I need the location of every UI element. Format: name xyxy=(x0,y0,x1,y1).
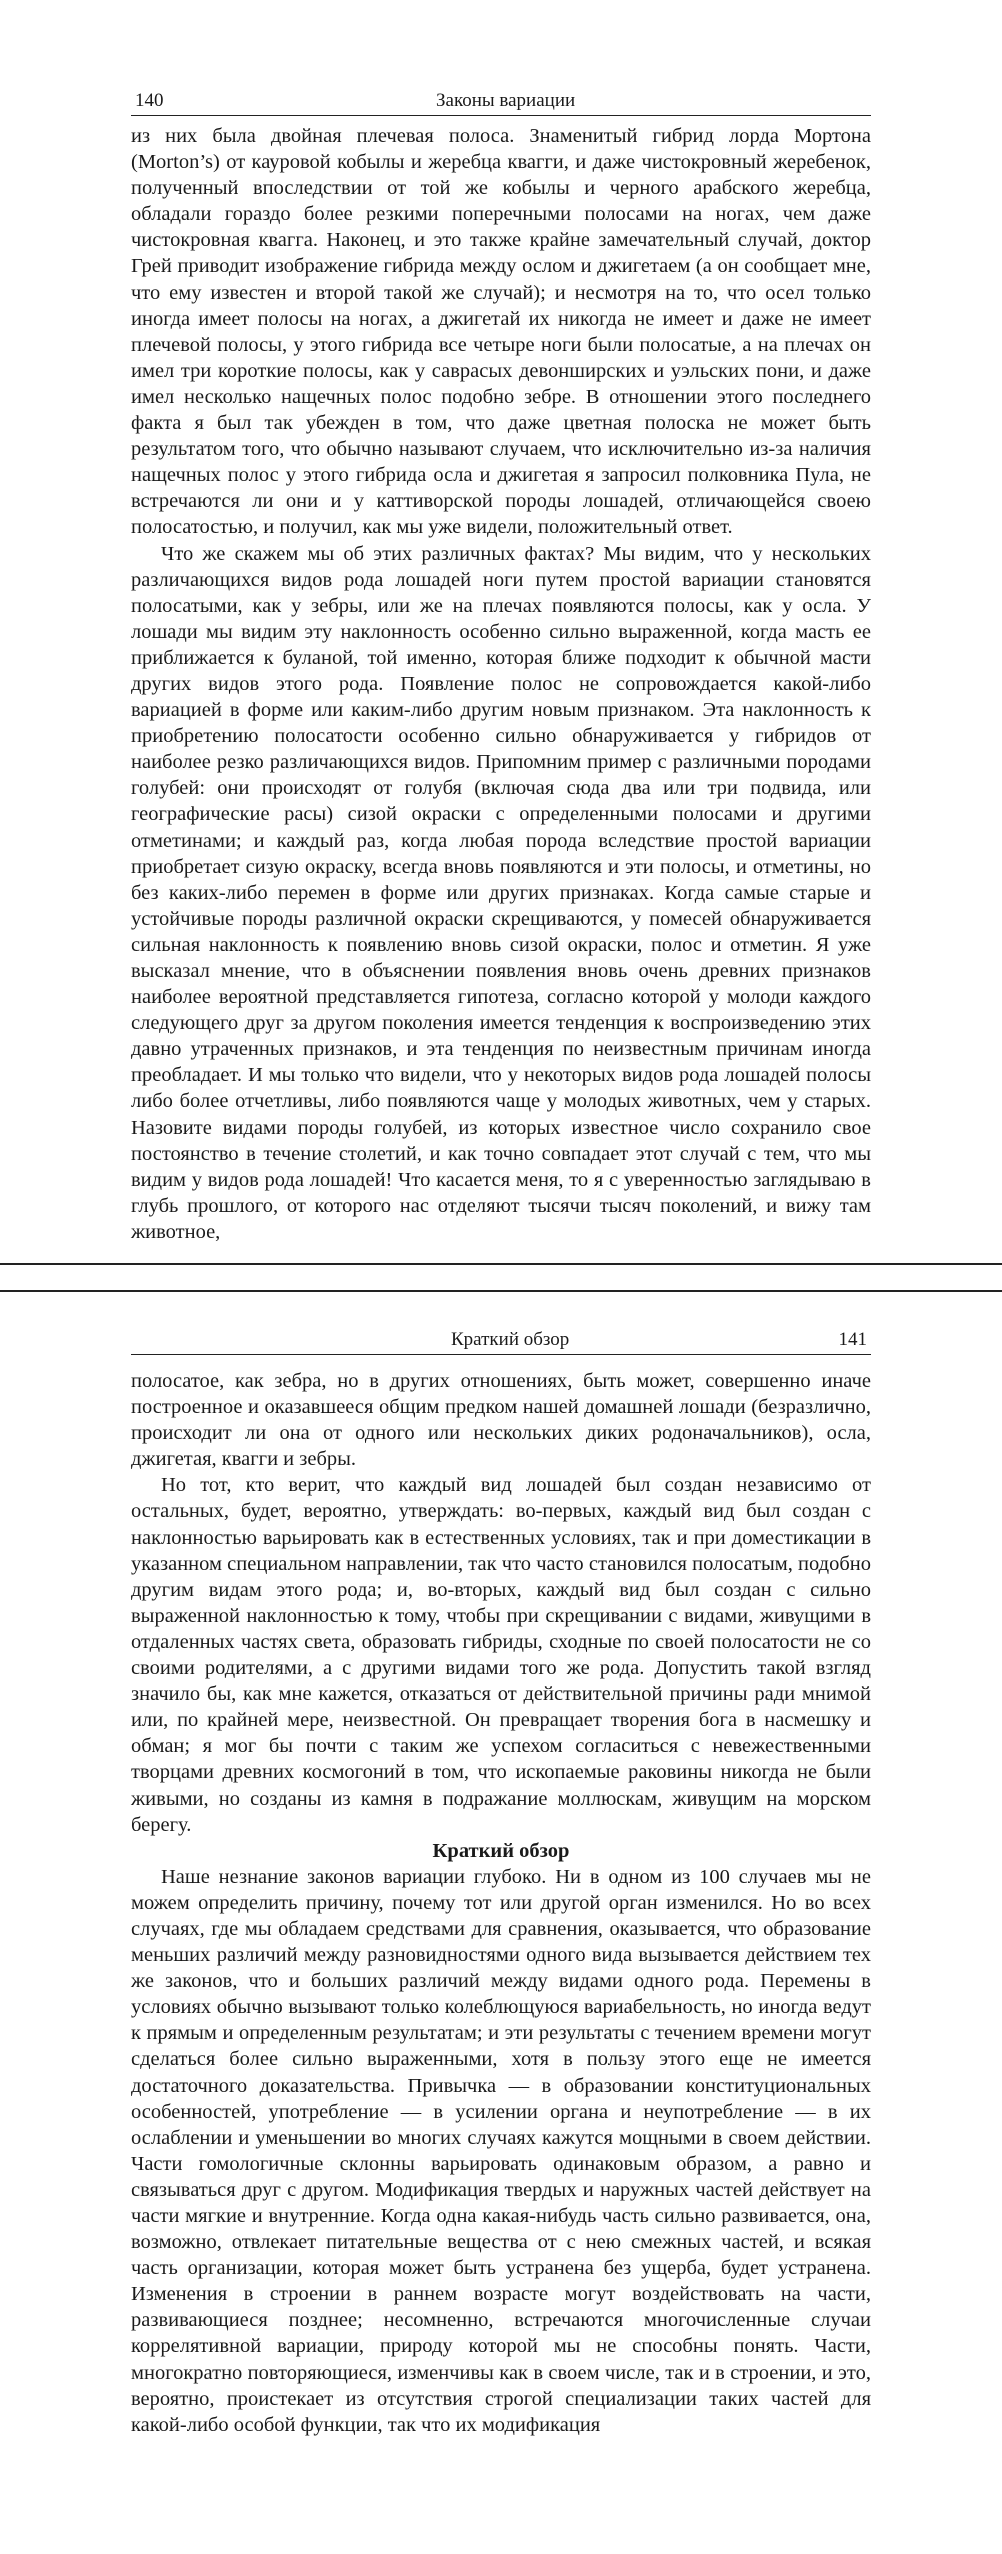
running-header xyxy=(131,1324,871,1355)
page-body xyxy=(131,123,871,1245)
paragraph: Что же скажем мы об этих различных фактах? Мы видим, что у нескольких различающихся видов рода лошадей ноги путем простой вариации становятся полосатыми, как у зебры, или же на плечах появляются полосы, как у осла. У лошади мы видим эту наклонность особенно сильно выраженной, когда масть ее приближается к буланой, той именно, которая ближе подходит к обычной масти других видов этого рода. Появление полос не сопровождается какой-либо вариацией в форме или каким-либо другим новым признаком. Эта наклонность к приобретению полосатости особенно сильно обнаруживается у гибридов от наиболее резко различающихся видов. Припомним пример с различными породами голубей: они происходят от голубя (включая сюда два или три подвида, или географические расы) сизой окраски с определенными полосами и другими отметинами; и каждый раз, когда любая порода вследствие простой вариации приобретает сизую окраску, всегда вновь появляются и эти полосы, и отметины, но без каких-либо перемен в форме или других признаках. Когда самые старые и устойчивые породы различной окраски скрещиваются, у помесей обнаруживается сильная наклонность к появлению вновь сизой окраски, полос и отметин. Я уже высказал мнение, что в объяснении появления вновь очень древних признаков наиболее вероятной представляется гипотеза, согласно которой у молоди каждого следующего друг за другом поколения имеется тенденция к воспроизведению этих давно утраченных признаков, и эта тенденция по неизвестным причинам иногда преобладает. И мы только что видели, что у некоторых видов рода лошадей полосы либо более отчетливы, либо появляются чаще у молодых животных, чем у старых. Назовите видами породы голубей, из которых известное число сохранило свое постоянство в течение столетий, и как точно совпадает этот случай с тем, что мы видим у видов рода лошадей! Что касается меня, то я с уверенностью заглядываю в глубь прошлого, от которого нас отделяют тысячи тысяч поколений, и вижу там животное, xyxy=(131,542,871,1243)
running-title: Законы вариации xyxy=(436,90,576,111)
running-title: Краткий обзор xyxy=(451,1329,570,1350)
page-number: 140 xyxy=(135,90,164,111)
page-141 xyxy=(0,1290,1002,2554)
page-body xyxy=(131,1368,871,2438)
paragraph: полосатое, как зебра, но в других отношениях, быть может, совершенно иначе построенное и оказавшееся общим предком нашей домашней лошади (безразлично, происходит ли она от одного или нескольких диких родоначальников), осла, джигетая, квагги и зебры. xyxy=(131,1370,871,1471)
paragraph: из них была двойная плечевая полоса. Знаменитый гибрид лорда Мортона (Morton’s) от кауровой кобылы и жеребца квагги, и даже чистокровный жеребенок, полученный впоследствии от той же кобылы и черного арабского жеребца, обладали гораздо более резкими поперечными полосами на ногах, чем даже чистокровная квагга. Наконец, и это также крайне замечательный случай, доктор Грей приводит изображение гибрида между ослом и джигетаем (а он сообщает мне, что ему известен и второй такой же случай); и несмотря на то, что осел только иногда имеет полосы на ногах, а джигетай их никогда не имеет и даже не имеет плечевой полосы, у этого гибрида все четыре ноги были полосатые, а на плечах он имел три короткие полосы, как у саврасых девонширских и уэльских пони, и даже имел несколько нащечных полос подобно зебре. В отношении этого последнего факта я был так убежден в том, что даже цветная полоска не может быть результатом того, что обычно называют случаем, что исключительно из-за наличия нащечных полос у этого гибрида осла и джигетая я запросил полковника Пула, не встречаются ли они и у каттиворской породы лошадей, отличающейся своею полосатостью, и получил, как мы уже видели, положительный ответ. xyxy=(131,125,871,539)
page-140 xyxy=(0,0,1002,1265)
paragraph: Наше незнание законов вариации глубоко. Ни в одном из 100 случаев мы не можем определить причину, почему тот или другой орган изменился. Но во всех случаях, где мы обладаем средствами для сравнения, оказывается, что образование меньших различий между разновидностями одного вида вызывается действием тех же законов, что и больших различий между видами одного рода. Перемены в условиях обычно вызывают только колеблющуюся вариабельность, но иногда ведут к прямым и определенным результатам; и эти результаты с течением времени могут сделаться более сильно выраженными, хотя в пользу этого еще не имеется достаточного доказательства. Привычка — в образовании конституциональных особенностей, употребление — в усилении органа и неупотребление — в их ослаблении и уменьшении во многих случаях кажутся мощными в своем действии. Части гомологичные склонны варьировать одинаковым образом, а равно и связываться друг с другом. Модификация твердых и наружных частей действует на части мягкие и внутренние. Когда одна какая-нибудь часть сильно развивается, она, возможно, отвлекает питательные вещества от с нею смежных частей, и всякая часть организации, которая может быть устранена без ущерба, будет устранена. Изменения в строении в раннем возрасте могут воздействовать на части, развивающиеся позднее; несомненно, встречаются многочисленные случаи коррелятивной вариации, природу которой мы не способны понять. Части, многократно повторяющиеся, изменчивы как в своем числе, так и в строении, и это, вероятно, проистекает из отсутствия строгой специализации таких частей для какой-либо особой функции, так что их модификация xyxy=(131,1865,871,2436)
section-heading: Краткий обзор xyxy=(432,1839,570,1862)
paragraph: Но тот, кто верит, что каждый вид лошадей был создан независимо от остальных, будет, вероятно, утверждать: во-первых, каждый вид был создан с наклонностью варьировать как в естественных условиях, так и при доместикации в указанном специальном направлении, так что часто становился полосатым, подобно другим видам этого рода; и, во-вторых, каждый вид был создан с сильно выраженной наклонностью к тому, чтобы при скрещивании с видами, живущими в отдаленных частях света, образовать гибриды, сходные по своей полосатости не со своими родителями, а с другими видами того же рода. Допустить такой взгляд значило бы, как мне кажется, отказаться от действительной причины ради мнимой или, по крайней мере, неизвестной. Он превращает творения бога в насмешку и обман; я мог бы почти с таким же успехом согласиться с невежественными творцами древних космогоний в том, что ископаемые раковины никогда не были живыми, но созданы из камня в подражание моллюскам, живущим на морском берегу. xyxy=(131,1474,871,1836)
running-header xyxy=(131,85,871,116)
page-number: 141 xyxy=(838,1329,867,1350)
